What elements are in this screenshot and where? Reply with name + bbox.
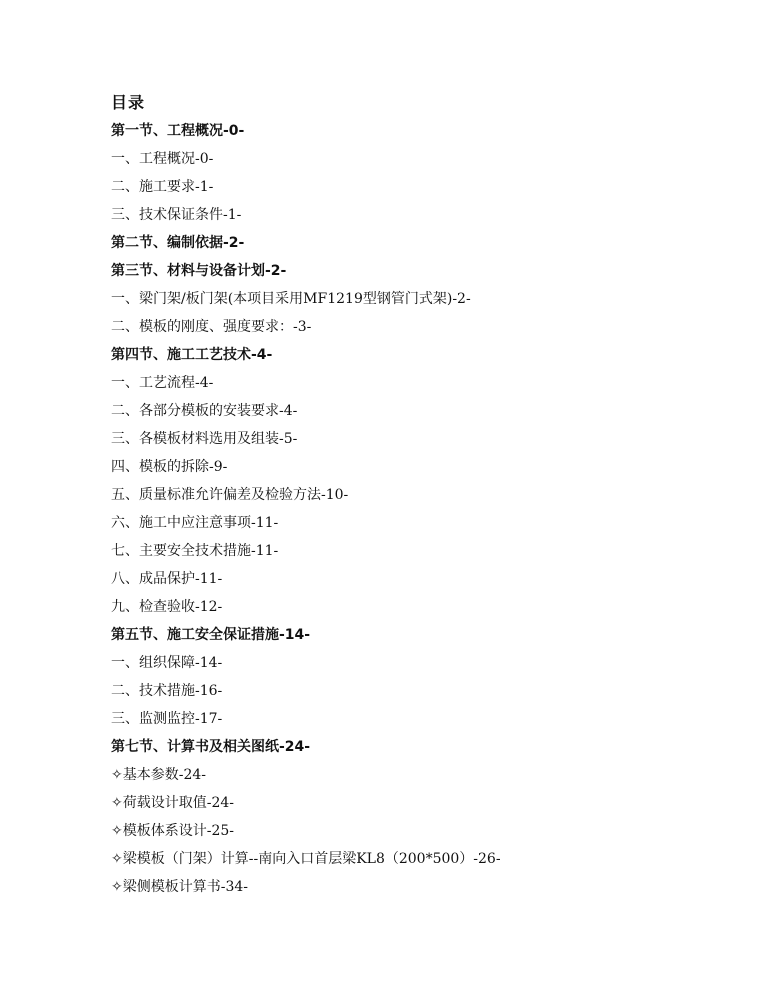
toc-subsection-entry[interactable]: 六、施工中应注意事项-11- (111, 515, 279, 531)
toc-subsection-entry[interactable]: 三、监测监控-17- (111, 711, 223, 727)
toc-subsection-entry[interactable]: ✧荷载设计取值-24- (111, 795, 235, 811)
toc-subsection-entry[interactable]: 二、施工要求-1- (111, 179, 214, 195)
toc-subsection-entry[interactable]: ✧基本参数-24- (111, 767, 207, 783)
toc-subsection-entry[interactable]: 九、检查验收-12- (111, 599, 223, 615)
toc-section-entry[interactable]: 第一节、工程概况-0- (111, 123, 245, 139)
toc-subsection-entry[interactable]: 一、工艺流程-4- (111, 375, 214, 391)
toc-section-entry[interactable]: 第四节、施工工艺技术-4- (111, 347, 273, 363)
toc-title: 目录 (111, 93, 146, 112)
toc-subsection-entry[interactable]: 五、质量标准允许偏差及检验方法-10- (111, 487, 349, 503)
toc-subsection-entry[interactable]: 二、模板的刚度、强度要求：-3- (111, 319, 312, 335)
toc-subsection-entry[interactable]: 一、工程概况-0- (111, 151, 214, 167)
toc-list (111, 121, 501, 905)
toc-subsection-entry[interactable]: 七、主要安全技术措施-11- (111, 543, 279, 559)
toc-subsection-entry[interactable]: 三、各模板材料选用及组装-5- (111, 431, 298, 447)
toc-subsection-entry[interactable]: 三、技术保证条件-1- (111, 207, 242, 223)
toc-subsection-entry[interactable]: 二、技术措施-16- (111, 683, 223, 699)
toc-section-entry[interactable]: 第三节、材料与设备计划-2- (111, 263, 287, 279)
toc-subsection-entry[interactable]: ✧梁模板（门架）计算--南向入口首层梁KL8（200*500）-26- (111, 851, 501, 867)
toc-section-entry[interactable]: 第二节、编制依据-2- (111, 235, 245, 251)
toc-subsection-entry[interactable]: 四、模板的拆除-9- (111, 459, 228, 475)
toc-section-entry[interactable]: 第五节、施工安全保证措施-14- (111, 627, 311, 643)
toc-subsection-entry[interactable]: 八、成品保护-11- (111, 571, 223, 587)
toc-subsection-entry[interactable]: 一、组织保障-14- (111, 655, 223, 671)
toc-subsection-entry[interactable]: ✧梁侧模板计算书-34- (111, 879, 249, 895)
toc-subsection-entry[interactable]: ✧模板体系设计-25- (111, 823, 235, 839)
toc-subsection-entry[interactable]: 二、各部分模板的安装要求-4- (111, 403, 298, 419)
toc-subsection-entry[interactable]: 一、梁门架/板门架(本项目采用MF1219型钢管门式架)-2- (111, 291, 471, 307)
toc-section-entry[interactable]: 第七节、计算书及相关图纸-24- (111, 739, 311, 755)
